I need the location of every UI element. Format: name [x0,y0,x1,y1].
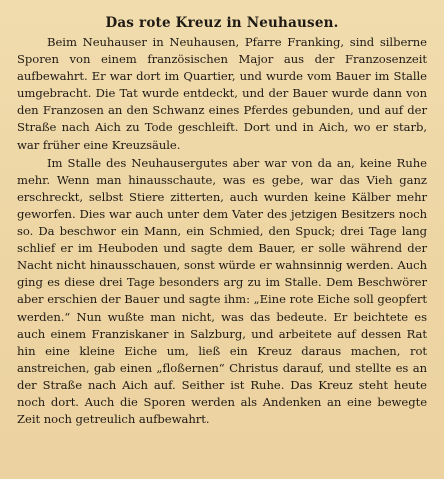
paragraph-2: Im Stalle des Neuhausergutes aber war von da an, keine Ruhe mehr. Wenn man hinausschaute, was es gebe, war das Vieh ganz erschreckt, selbst Stiere zitterten, auch wurden keine Kälber mehr geworfen. Dies war auch unter dem Vater des jetzigen Besitzers noch so. Da beschwor ein Mann, ein Schmied, den Spuck; drei Tage lang schlief er im Heuboden und sagte dem Bauer, er solle während der Nacht nicht hinausschauen, sonst würde er wahnsinnig werden. Auch ging es diese drei Tage besonders arg zu im Stalle. Dem Beschwörer aber erschien der Bauer und sagte ihm: „Eine rote Eiche soll geopfert werden.“ Nun wußte man nicht, was das bedeute. Er beichtete es auch einem Franziskaner in Salzburg, und arbeitete auf dessen Rat hin eine kleine Eiche um, ließ ein Kreuz daraus machen, rot anstreichen, gab einen „floßernen“ Christus darauf, und stellte es an der Straße nach Aich auf. Seither ist Ruhe. Das Kreuz steht heute noch dort. Auch die Sporen werden als Andenken an eine bewegte Zeit noch getreulich aufbewahrt. [17,155,427,427]
article-title: Das rote Kreuz in Neuhausen. [105,15,339,31]
paragraph-1: Beim Neuhauser in Neuhausen, Pfarre Franking, sind silberne Sporen von einem französischen Major aus der Franzosenzeit aufbewahrt. Er war dort im Quartier, und wurde vom Bauer im Stalle umgebracht. Die Tat wurde entdeckt, und der Bauer wurde dann von den Franzosen an den Schwanz eines Pferdes gebunden, und auf der Straße nach Aich zu Tode geschleift. Dort und in Aich, wo er starb, war früher eine Kreuzsäule. [17,35,427,152]
